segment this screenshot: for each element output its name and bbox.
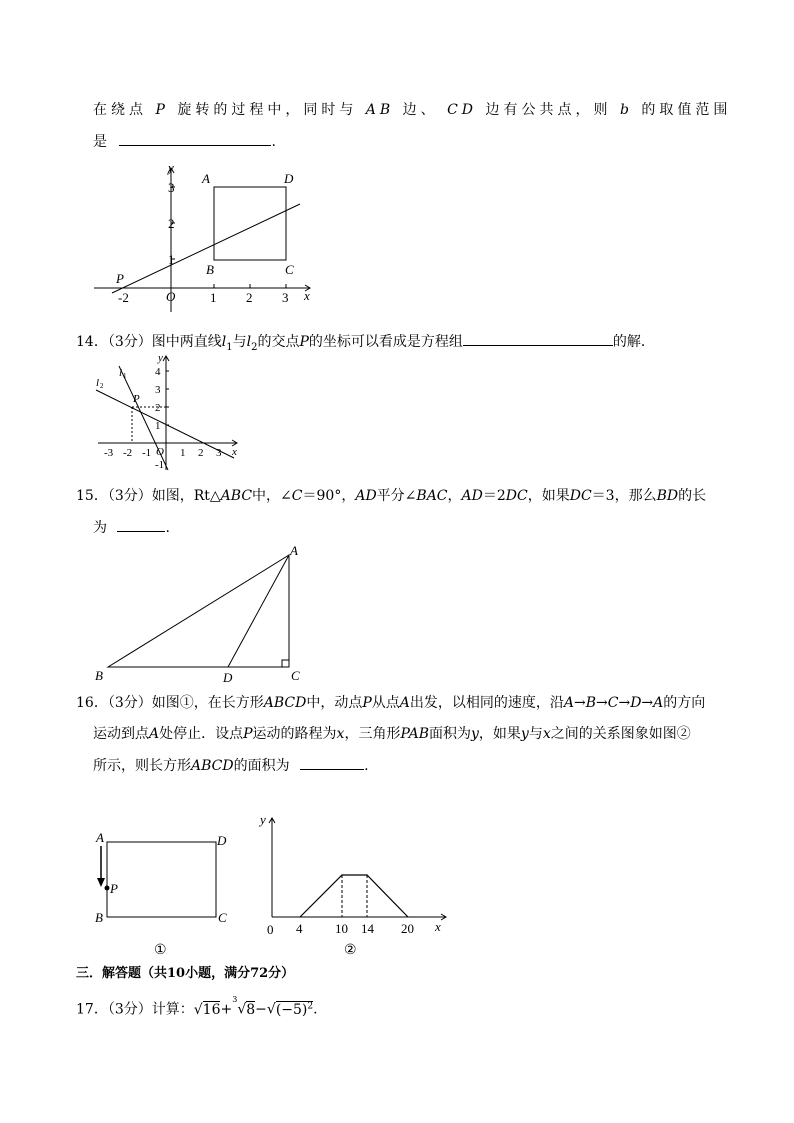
q17-end: . — [313, 1001, 318, 1018]
q13-point-a: A — [202, 171, 210, 186]
q16-fig1-label-b: B — [95, 910, 103, 925]
q16-p2: P — [243, 726, 253, 742]
q13-text-a: 在绕点 — [93, 102, 147, 118]
q13-seg-ab: AB — [365, 102, 395, 118]
q15-line2 — [93, 517, 170, 538]
section3-title: 三．解答题（共10小题，满分72分） — [76, 966, 295, 981]
q13-seg-cd: CD — [447, 102, 478, 118]
q16-x2: x — [542, 726, 551, 742]
q16-line3 — [93, 755, 369, 776]
q16-fig2-y-label: y — [260, 812, 266, 827]
q16-l1-b: 中，动点 — [306, 695, 363, 711]
q14-text-c: 的交点 — [257, 334, 300, 350]
q16-line2 — [93, 724, 691, 744]
q15-text-f: ＝2 — [482, 488, 506, 504]
q15-line2-end: . — [165, 520, 170, 536]
q15-bac: BAC — [416, 488, 448, 504]
q13-xtick-label-2: 2 — [246, 290, 253, 305]
q15-text-i: 的长 — [678, 488, 707, 504]
q13-xtick-label-neg2: -2 — [118, 290, 129, 305]
q13-xtick-label-1: 1 — [210, 290, 217, 305]
q13-text-b: 旋转的过程中，同时与 — [177, 102, 358, 118]
q16-l2-g: 与 — [528, 726, 543, 742]
q13-point-d: D — [284, 171, 294, 186]
q14-point-p: P — [133, 393, 140, 405]
q15-abc: ABC — [220, 488, 253, 504]
q17-cbrt-8: $^3$√8 — [232, 995, 256, 1018]
q14-origin: O — [156, 446, 164, 458]
q16-rect-abcd — [107, 842, 216, 917]
q13-ytick-label-1: 1 — [168, 252, 175, 267]
q15-num: 15．（3分） — [76, 488, 152, 504]
q13-x-label: x — [304, 288, 310, 303]
q13-ytick-label-2: 2 — [168, 216, 175, 231]
q14-xtick-1: 1 — [180, 447, 186, 459]
q17-minus: − — [255, 1001, 267, 1018]
q13-text-e: 的取值范围 — [641, 102, 732, 118]
q13-square-abcd — [214, 187, 286, 260]
q16-a: A — [399, 695, 410, 711]
q16-path: A→B→C→D→A — [563, 695, 664, 711]
q13-line-through-p — [112, 204, 300, 293]
q14-line-l2 — [96, 390, 234, 458]
q17-text: 计算： — [151, 1001, 194, 1018]
q13-point-b: B — [206, 262, 214, 277]
q16-fig1-label-c: C — [218, 910, 227, 925]
q16-a2: A — [149, 726, 160, 742]
q15-bd: BD — [656, 488, 679, 504]
q14-l1: l — [221, 334, 227, 350]
q14-xtick-2: 2 — [198, 447, 204, 459]
q16-y2: y — [520, 726, 529, 742]
q14-label-l2-sub: 2 — [100, 382, 104, 390]
q14-label-l1: l — [119, 367, 123, 379]
q16-fig2-xtick-4: 4 — [296, 921, 303, 936]
q15-text-h: ＝3，那么 — [591, 488, 657, 504]
q15-figure — [90, 540, 320, 685]
q13-var-b: b — [619, 102, 633, 118]
q13-point-c: C — [285, 262, 294, 277]
q14-label-l1-sub: 1 — [123, 372, 127, 380]
q15-text-g: ，如果 — [527, 488, 570, 504]
q16-x: x — [336, 726, 345, 742]
q15-line2-text: 为 — [93, 520, 107, 536]
q15-dc2: DC — [569, 488, 592, 504]
q15-triangle-abc — [108, 555, 289, 667]
q16-fig2-xtick-14: 14 — [361, 921, 374, 936]
q17-cbrt-index: 3 — [232, 995, 238, 1004]
q16-fig2-caption: ② — [344, 943, 357, 958]
q14-xtick-3: 3 — [216, 447, 222, 459]
q14-answer-blank[interactable] — [463, 331, 613, 346]
q14-text-b: 与 — [232, 334, 247, 350]
q16-l2-b: 处停止．设点 — [159, 726, 244, 742]
q13-line2-end: . — [271, 134, 276, 150]
q17-exponent-2: 2 — [307, 1001, 314, 1011]
q14-p: P — [299, 334, 309, 350]
q13-figure — [90, 158, 320, 316]
q14-xtick-neg2: -2 — [123, 447, 133, 459]
q15-right-angle-mark — [282, 660, 289, 667]
q16-fig1-label-d: D — [217, 833, 227, 848]
q14-text-d: 的坐标可以看成是方程组 — [308, 334, 463, 350]
q14-text-e: 的解． — [612, 334, 655, 350]
q16-p: P — [362, 695, 372, 711]
q15-text-b: 中，∠ — [252, 488, 292, 504]
q13-line2-text: 是 — [93, 134, 107, 150]
q15-dc: DC — [505, 488, 528, 504]
q15-text-c: ＝90°， — [302, 488, 356, 504]
q16-l2-d: ，三角形 — [344, 726, 401, 742]
q16-abcd2: ABCD — [191, 758, 234, 774]
q15-ad2: AD — [461, 488, 483, 504]
q16-fig1-label-a: A — [96, 830, 104, 845]
q16-fig2-graph — [300, 875, 408, 917]
q14-l1-sub: 1 — [226, 341, 233, 353]
q17-sqrt-16: √16 — [193, 1001, 221, 1018]
q16-answer-blank[interactable] — [300, 755, 364, 770]
q15-label-d: D — [223, 670, 233, 685]
q13-text-c: 边、 — [402, 102, 439, 118]
q14-xtick-neg3: -3 — [104, 447, 114, 459]
q16-l3-b: 的面积为 — [233, 758, 290, 774]
q17-radicand-16: 16 — [202, 1001, 221, 1018]
q17-plus: + — [220, 1001, 233, 1018]
q17-num: 17．（3分） — [76, 1001, 152, 1018]
q15-line1 — [76, 486, 706, 506]
q13-point-p-label: P — [116, 271, 124, 286]
q14-num: 14．（3分） — [76, 334, 152, 350]
q13-text-d: 边有公共点，则 — [485, 102, 612, 118]
q16-y: y — [471, 726, 479, 742]
q16-l2-c: 运动的路程为 — [252, 726, 337, 742]
q14-x-label: x — [232, 446, 237, 458]
q16-arrow-head — [97, 878, 105, 887]
q16-pab: PAB — [400, 726, 429, 742]
q14-y-label: y — [158, 352, 163, 364]
q13-line2 — [93, 131, 276, 152]
q14-ytick-label-3: 3 — [155, 384, 161, 396]
q17-radicand-neg5: (−5) — [275, 1001, 308, 1018]
q14-text-a: 图中两直线 — [151, 334, 222, 350]
q16-l3-a: 所示，则长方形 — [93, 758, 191, 774]
q16-point-p-dot — [105, 886, 110, 891]
q14-ytick-label-2: 2 — [155, 402, 161, 414]
q16-l2-a: 运动到点 — [93, 726, 149, 742]
q16-l1-d: 出发，以相同的速度，沿 — [409, 695, 564, 711]
q17-line — [76, 996, 318, 1020]
q14-xtick-neg1: -1 — [142, 447, 152, 459]
q13-y-label: y — [168, 160, 174, 175]
q15-ad: AD — [355, 488, 377, 504]
q16-l2-h: 之间的关系图象如图② — [550, 726, 691, 742]
q16-l2-e: 面积为 — [429, 726, 471, 742]
q15-label-c: C — [291, 668, 300, 683]
q16-l1-c: 从点 — [371, 695, 400, 711]
q14-ytick-label-neg1: -1 — [155, 459, 165, 471]
q16-num: 16．（3分） — [76, 695, 152, 711]
q13-point-p: P — [155, 102, 169, 118]
q17-radicand-8: 8 — [246, 1001, 256, 1018]
q15-label-b: B — [95, 668, 103, 683]
q15-answer-blank[interactable] — [117, 517, 165, 532]
q14-l2-sub: 2 — [251, 341, 258, 353]
q13-answer-blank[interactable] — [119, 131, 271, 146]
q17-sqrt-neg5-sq: $√(-5)^2$ — [266, 1001, 314, 1018]
q14-figure — [92, 352, 242, 472]
q13-ytick-label-3: 3 — [168, 180, 175, 195]
q16-figure2 — [258, 810, 453, 960]
q16-fig2-xtick-20: 20 — [401, 921, 414, 936]
q16-fig1-caption: ① — [154, 943, 167, 958]
q14-ytick-label-4: 4 — [155, 366, 161, 378]
q16-l1-a: 如图①，在长方形 — [151, 695, 264, 711]
q13-origin: O — [166, 289, 176, 304]
q14-l2: l — [246, 334, 252, 350]
q16-l2-f: ，如果 — [478, 726, 521, 742]
q16-fig2-x-label: x — [435, 919, 441, 934]
q14-label-l2: l — [96, 377, 100, 389]
q16-l1-e: 的方向 — [663, 695, 706, 711]
q15-text-e: ， — [447, 488, 462, 504]
q13-xtick-label-3: 3 — [282, 290, 289, 305]
q15-text-a: 如图，Rt△ — [151, 488, 221, 504]
q15-text-d: 平分∠ — [376, 488, 417, 504]
q16-line1 — [76, 693, 705, 713]
q15-segment-ad — [228, 555, 289, 667]
q16-l3-end: . — [364, 758, 369, 774]
q16-figure1 — [88, 825, 238, 960]
q15-label-a: A — [290, 543, 298, 558]
q14-ytick-label-1: 1 — [155, 420, 161, 432]
q16-abcd: ABCD — [263, 695, 307, 711]
q13-line1 — [93, 100, 731, 120]
q15-c: C — [291, 488, 303, 504]
q16-fig2-xtick-10: 10 — [335, 921, 348, 936]
q16-fig1-label-p: P — [110, 881, 118, 896]
q16-fig2-origin: 0 — [267, 922, 274, 937]
